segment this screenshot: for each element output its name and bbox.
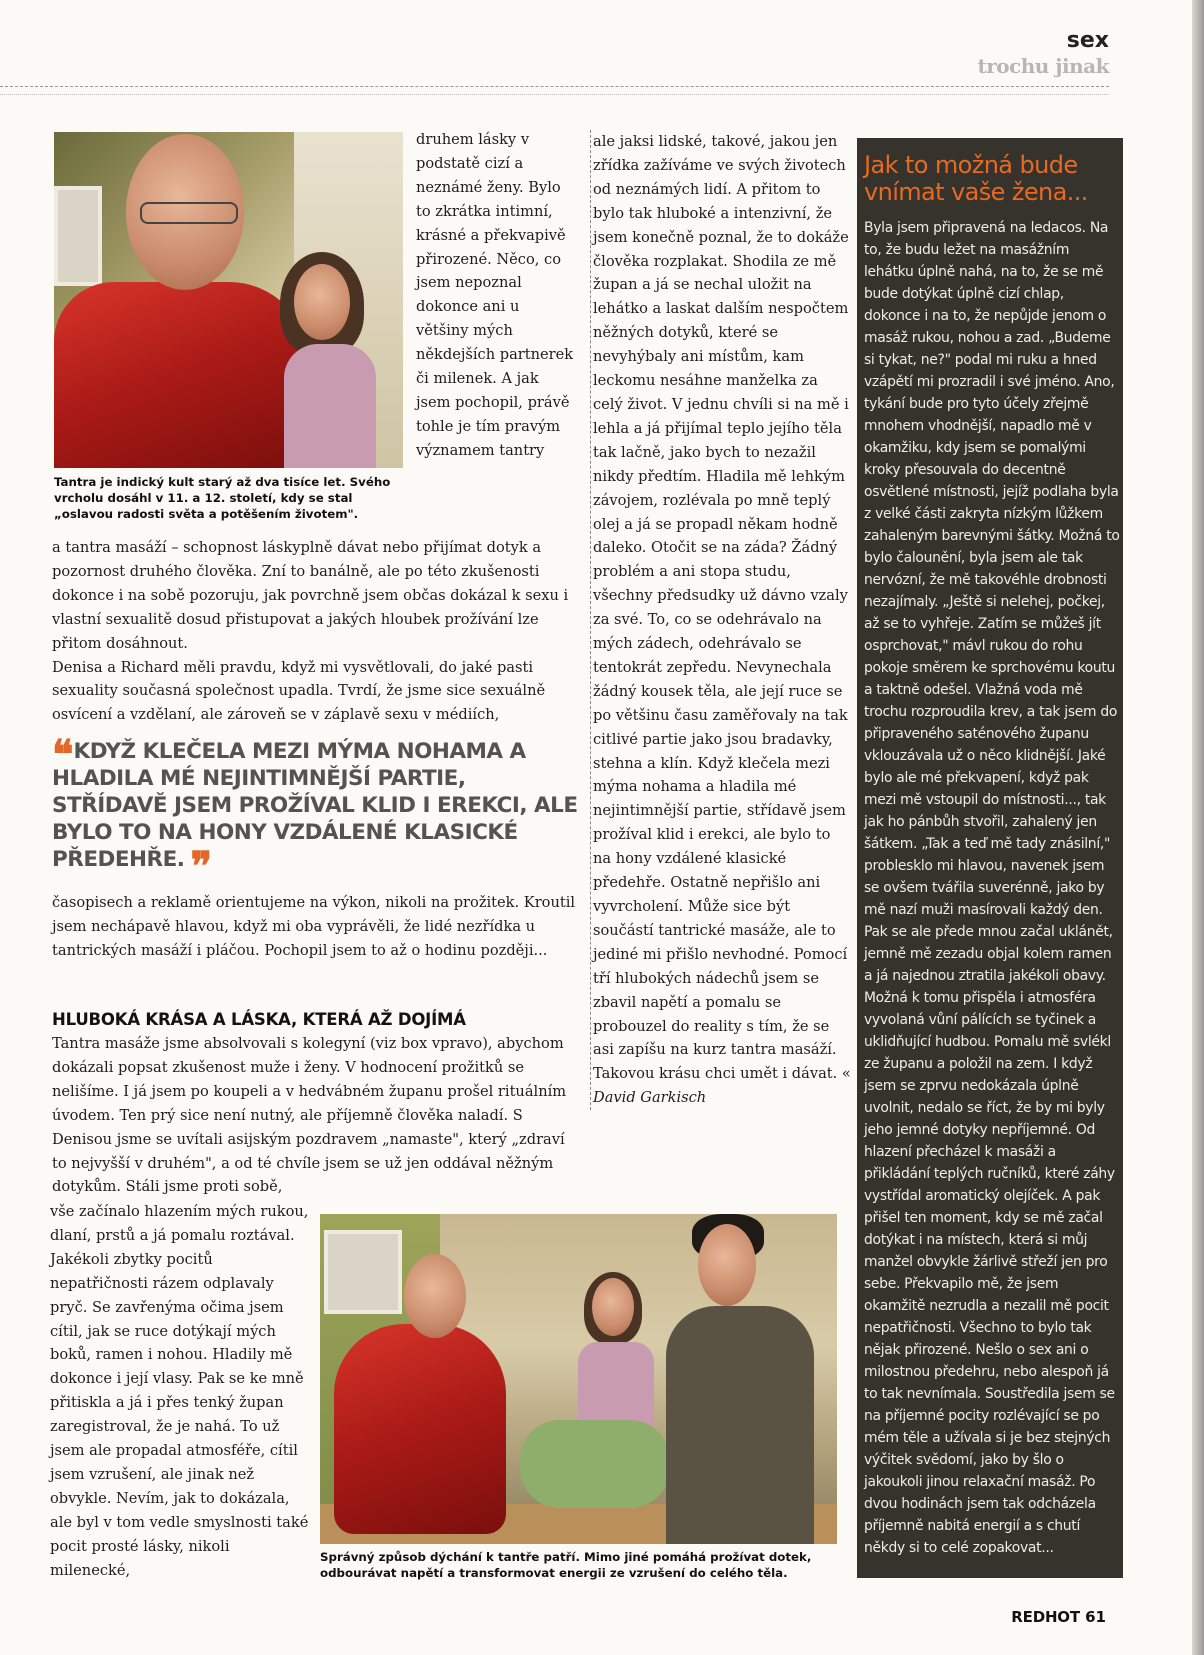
man2-head <box>698 1224 756 1306</box>
wall-picture <box>54 186 102 286</box>
article-col1-narrow <box>50 1200 314 1583</box>
page-edge-shadow <box>1192 0 1204 1655</box>
red-robe <box>54 282 309 468</box>
page-number: 61 <box>1085 1608 1106 1626</box>
author-signature: David Garkisch <box>593 1089 707 1107</box>
sidebar-title: Jak to možná bude vnímat vaše žena... <box>864 151 1088 206</box>
man2-shirt <box>666 1306 814 1544</box>
paragraph: časopisech a reklamě orientujeme na výkon, nikoli na prožitek. Kroutil jsem nechápavě hlavou, když mi oba vyprávěli, že lidé nezřídka u tantrických masáží i pláčou. Pochopil jsem to až o hodinu později... <box>52 894 576 959</box>
paragraph: Denisa a Richard měli pravdu, když mi vysvětlovali, do jaké pasti sexuality současná společnost upadla. Tvrdí, že jsme sice sexuálně osvícení a vzdělaní, ale zároveň se v záplavě sexu v médiích, <box>52 658 546 724</box>
article-subheading: HLUBOKÁ KRÁSA A LÁSKA, KTERÁ AŽ DOJÍMÁ <box>52 1010 466 1029</box>
man-red-robe <box>334 1324 506 1534</box>
photo-man-and-woman <box>54 132 403 468</box>
paragraph: vše začínalo hlazením mých rukou, dlaní, prstů a já pomalu roztával. Jakékoli zbytky pocitů nepatřičnosti rázem odplavaly pryč. Se zavřenýma očima jsem cítil, jak se ruce dotýkají mých boků, ramen i nohou. Hladily mě dokonce i její vlasy. Pak se ke mně přitiskla a já i přes tenký župan zaregistroval, že je nahá. To už jsem ale propadal atmosféře, cítil jsem vzrušení, ale jinak než obvykle. Nevím, jak to dokázala, ale byl v tom vedle smyslnosti také pocit prosté lásky, nikoli milenecké, <box>50 1203 309 1579</box>
paragraph: Tantra masáže jsme absolvovali s kolegyní (viz box vpravo), abychom dokázali popsat zkušenost muže i ženy. V hodnocení prožitků se nelišíme. I já jsem po koupeli a v hedvábném županu prošel rituálním úvodem. Ten prý sice není nutný, ale příjemně člověka naladí. S Denisou jsme se uvítali asijským pozdravem „namaste", který „zdraví to nejvyšší v druhém", a od té chvíle jsem se už jen oddával něžným dotykům. Stáli jsme proti sobě, <box>52 1035 567 1196</box>
wall-picture <box>324 1230 402 1314</box>
photo1-caption: Tantra je indický kult starý až dva tisíce let. Svého vrcholu dosáhl v 11. a 12. století, kdy se stal „oslavou radosti světa a potěšením životem". <box>54 475 391 521</box>
end-mark-icon: « <box>841 1065 851 1083</box>
section-label: sex <box>1066 28 1109 53</box>
man-head <box>404 1254 466 1338</box>
woman-green-pants <box>520 1420 670 1508</box>
article-col1-wide <box>52 536 582 727</box>
article-col1-top <box>416 128 576 463</box>
article-col1-sub <box>52 1032 582 1199</box>
close-quote-icon: ❞ <box>190 843 206 890</box>
magazine-name: REDHOT <box>1011 1608 1080 1626</box>
header-rule <box>0 86 1109 87</box>
header-rule-dotted <box>0 94 1109 95</box>
pull-quote-text: KDYŽ KLEČELA MEZI MÝMA NOHAMA A HLADILA MÉ NEJINTIMNĚJŠÍ PARTIE, STŘÍDAVĚ JSEM PROŽÍVAL KLID I EREKCI, ALE BYLO TO NA HONY VZDÁLENÉ KLASICKÉ PŘEDEHŘE. <box>52 739 578 872</box>
paragraph: druhem lásky v podstatě cizí a neznámé ženy. Bylo to zkrátka intimní, krásné a překvapivě přirozené. Něco, co jsem nepoznal dokonce ani u většiny mých někdejších partnerek či milenek. A jak jsem pochopil, právě tohle je tím pravým významem tantry <box>416 131 574 459</box>
woman-top <box>284 344 376 468</box>
pull-quote <box>52 731 582 890</box>
sidebar-text: Byla jsem připravená na ledacos. Na to, že budu ležet na masážním lehátku úplně nahá, na to, že se mě bude dotýkat úplně cizí chlap, dokonce i na to, že nepůjde jenom o masáž rukou, nohou a zad. „Budeme si tykat, ne?" podal mi ruku a hned vzápětí mi prozradil i své jméno. Ano, tykání bude pro tyto účely zřejmě mnohem vhodnější, napadlo mě v okamžiku, kdy jsem se pomalými kroky přesouvala do decentně osvětlené místnosti, jejíž podlaha byla z velké části zakryta nízkým lůžkem zahaleným barevnými šátky. Možná to bylo čalounění, byla jsem ale tak nervózní, že mě takovéhle drobnosti nezajímaly. „Ještě si nelehej, počkej, až se to vyhřeje. Zatím se můžeš jít osprchovat," mávl rukou do rohu pokoje směrem ke sprchovému koutu a taktně odešel. Vlažná voda mě trochu rozproudila krev, a tak jsem do připraveného saténového županu vklouzávala už o něco klidnější. Jaké bylo ale mé překvapení, když pak mezi mě vstoupil do místnosti..., tak jak ho pánbůh stvořil, zahalený jen šátkem. „Tak a teď mě tady znásilní," problesklo mi hlavou, navenek jsem se ovšem tvářila suverénně, jako by mě nazí muži masírovali každý den. Pak se ale přede mnou začal uklánět, jemně mě zezadu objal kolem ramen a já najednou ztratila jakékoli obavy. Možná k tomu přispěla i atmosféra vyvolaná vůní pálících se tyčinek a uklidňující hudbou. Pomalu mě svlékl ze županu a položil na zem. I když jsem se zprvu nedokázala úplně uvolnit, nedalo se říct, že by mi byly jeho jemné dotyky nepříjemné. Od hlazení přecházel k masáži a přikládání teplých ručníků, které záhy vystřídal aromatický olejíček. A pak přišel ten moment, kdy se mě začal dotýkat i na místech, která si můj manžel obvykle žárlivě střeží jen pro sebe. Překvapilo mě, že jsem okamžitě nezrudla a nezalil mě pocit nepatřičnosti. Všechno to bylo tak nějak přirozené. Nešlo o sex ani o milostnou předehru, nebo alespoň já to tak nevnímala. Soustředila jsem se na příjemné pocity rozlévající se po mém těle a užívala si je bez stejných výčitek svědomí, jako by šlo o jakoukoli jinou relaxační masáž. Po dvou hodinách jsem tak odcházela příjemně nabitá energií a s chutí někdy si to celé zopakovat... <box>864 220 1120 1556</box>
open-quote-icon: ❝ <box>52 731 68 778</box>
paragraph: a tantra masáží – schopnost láskyplně dávat nebo přijímat dotyk a pozornost druhého člověka. Zní to banálně, ale po této zkušenosti dokonce i na sobě pozoruju, jak povrchně jsem občas dokázal k sexu i vlastní sexualitě dosud přistupovat a jakých hloubek prožívání lze přitom dosáhnout. <box>52 539 569 652</box>
article-col1-after-quote <box>52 891 582 963</box>
photo-tantra-session <box>320 1214 837 1544</box>
subsection-label: trochu jinak <box>977 54 1109 78</box>
woman-head <box>592 1278 634 1336</box>
article-col2 <box>590 130 851 1110</box>
woman-head <box>294 264 350 340</box>
glasses <box>140 202 238 224</box>
photo2-caption: Správný způsob dýchání k tantře patří. Mimo jiné pomáhá prožívat dotek, odbourávat napětí a transformovat energii ze vzrušení do celého těla. <box>320 1550 812 1580</box>
paragraph: ale jaksi lidské, takové, jakou jen zřídka zažíváme ve svých životech od neznámých lidí. A přitom to bylo tak hluboké a intenzivní, že jsem konečně poznal, že to dokáže člověka rozplakat. Shodila ze mě župan a já se nechal uložit na lehátko a laskat dalším nespočtem něžných dotyků, které se nevyhýbaly ani místům, kam leckomu nesáhne manželka za celý život. V jednu chvíli si na mě i lehla a já přijímal teplo jejího těla tak lačně, jako bych to nezažil nikdy předtím. Hladila mě lehkým závojem, rozlévala po mně teplý olej a já se propadl někam hodně daleko. Otočit se na záda? Žádný problém a ani stopa studu, všechny předsudky už dávno vzaly za své. To, co se odehrávalo na mých zádech, odehrávalo se tentokrát zepředu. Nevynechala žádný kousek těla, ale její ruce se po většinu času zaměřovaly na tak citlivé partie jako jsou bradavky, stehna a klín. Když klečela mezi mýma nohama a hladila mé nejintimnější partie, střídavě jsem prožíval klid i erekci, ale bylo to na hony vzdálené klasické předehře. Ostatně nepřišlo ani vyvrcholení. Může sice být součástí tantrické masáže, ale to jediné mi přišlo nevhodné. Pomocí tří hlubokých nádechů jsem se zbavil napětí a pomalu se probouzel do reality s tím, že se asi zapíšu na kurz tantra masáží. Takovou krásu chci umět i dávat. <box>593 133 849 1083</box>
page-footer <box>1011 1608 1106 1626</box>
